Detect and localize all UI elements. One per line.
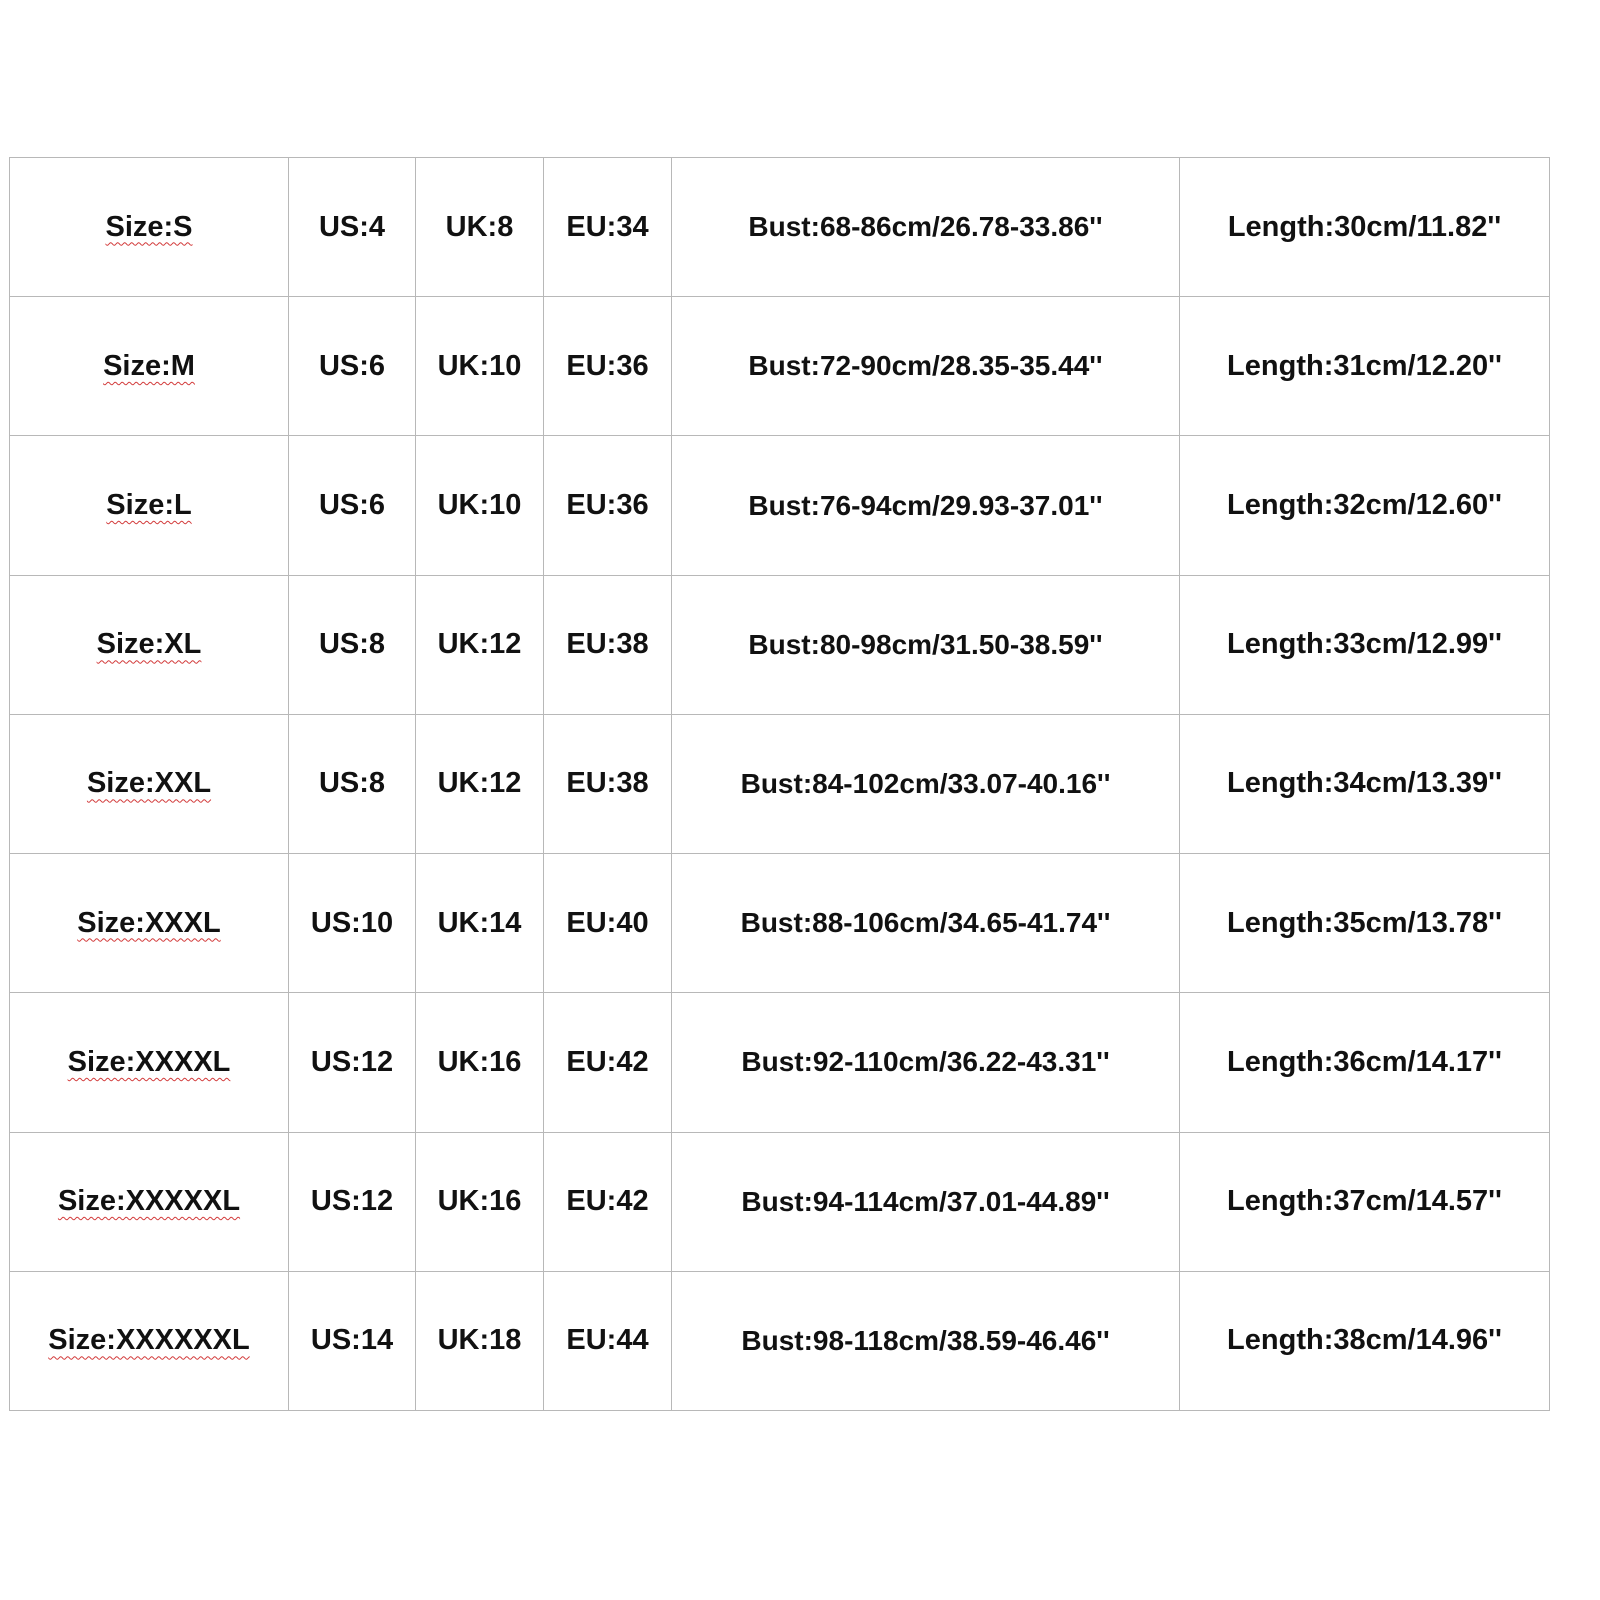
table-row: [10, 436, 1550, 575]
bust-cell: Bust:76-94cm/29.93-37.01'': [672, 436, 1180, 575]
length-cell: Length:37cm/14.57'': [1180, 1132, 1550, 1271]
uk-size-cell: UK:18: [416, 1271, 544, 1410]
eu-size-cell: EU:40: [544, 854, 672, 993]
size-cell: [10, 575, 289, 714]
bust-cell: Bust:88-106cm/34.65-41.74'': [672, 854, 1180, 993]
size-label: Size:XXXL: [77, 906, 221, 939]
length-cell: Length:38cm/14.96'': [1180, 1271, 1550, 1410]
table-row: [10, 1271, 1550, 1410]
size-label: Size:M: [103, 349, 195, 382]
size-cell: [10, 1132, 289, 1271]
size-label: Size:XL: [96, 628, 202, 661]
size-label: Size:XXL: [86, 767, 212, 800]
uk-size-cell: UK:14: [416, 854, 544, 993]
us-size-cell: US:6: [289, 436, 416, 575]
us-size-cell: US:12: [289, 993, 416, 1132]
table-row: [10, 297, 1550, 436]
bust-cell: Bust:92-110cm/36.22-43.31'': [672, 993, 1180, 1132]
length-cell: Length:35cm/13.78'': [1180, 854, 1550, 993]
uk-size-cell: UK:8: [416, 158, 544, 297]
size-cell: [10, 297, 289, 436]
table-row: [10, 158, 1550, 297]
uk-size-cell: UK:10: [416, 436, 544, 575]
table-row: [10, 575, 1550, 714]
table-row: [10, 714, 1550, 853]
us-size-cell: US:8: [289, 714, 416, 853]
size-cell: [10, 158, 289, 297]
bust-cell: Bust:84-102cm/33.07-40.16'': [672, 714, 1180, 853]
size-chart-table: [9, 157, 1550, 1411]
size-label: Size:S: [105, 210, 193, 243]
bust-cell: Bust:80-98cm/31.50-38.59'': [672, 575, 1180, 714]
eu-size-cell: EU:42: [544, 1132, 672, 1271]
size-cell: [10, 714, 289, 853]
size-label: Size:XXXXL: [67, 1045, 231, 1078]
uk-size-cell: UK:12: [416, 714, 544, 853]
length-cell: Length:34cm/13.39'': [1180, 714, 1550, 853]
us-size-cell: US:6: [289, 297, 416, 436]
eu-size-cell: EU:36: [544, 436, 672, 575]
us-size-cell: US:8: [289, 575, 416, 714]
length-cell: Length:32cm/12.60'': [1180, 436, 1550, 575]
eu-size-cell: EU:42: [544, 993, 672, 1132]
size-label: Size:XXXXXXL: [48, 1324, 250, 1357]
bust-cell: Bust:94-114cm/37.01-44.89'': [672, 1132, 1180, 1271]
size-label: Size:XXXXXL: [57, 1185, 241, 1218]
table-row: [10, 993, 1550, 1132]
size-cell: [10, 993, 289, 1132]
eu-size-cell: EU:36: [544, 297, 672, 436]
table-row: [10, 854, 1550, 993]
size-label: Size:L: [106, 489, 192, 522]
us-size-cell: US:4: [289, 158, 416, 297]
length-cell: Length:36cm/14.17'': [1180, 993, 1550, 1132]
size-cell: [10, 854, 289, 993]
uk-size-cell: UK:10: [416, 297, 544, 436]
table-row: [10, 1132, 1550, 1271]
uk-size-cell: UK:16: [416, 1132, 544, 1271]
uk-size-cell: UK:12: [416, 575, 544, 714]
us-size-cell: US:14: [289, 1271, 416, 1410]
bust-cell: Bust:72-90cm/28.35-35.44'': [672, 297, 1180, 436]
eu-size-cell: EU:34: [544, 158, 672, 297]
eu-size-cell: EU:38: [544, 714, 672, 853]
us-size-cell: US:12: [289, 1132, 416, 1271]
size-cell: [10, 1271, 289, 1410]
us-size-cell: US:10: [289, 854, 416, 993]
bust-cell: Bust:68-86cm/26.78-33.86'': [672, 158, 1180, 297]
uk-size-cell: UK:16: [416, 993, 544, 1132]
length-cell: Length:33cm/12.99'': [1180, 575, 1550, 714]
size-cell: [10, 436, 289, 575]
length-cell: Length:30cm/11.82'': [1180, 158, 1550, 297]
bust-cell: Bust:98-118cm/38.59-46.46'': [672, 1271, 1180, 1410]
eu-size-cell: EU:44: [544, 1271, 672, 1410]
eu-size-cell: EU:38: [544, 575, 672, 714]
length-cell: Length:31cm/12.20'': [1180, 297, 1550, 436]
